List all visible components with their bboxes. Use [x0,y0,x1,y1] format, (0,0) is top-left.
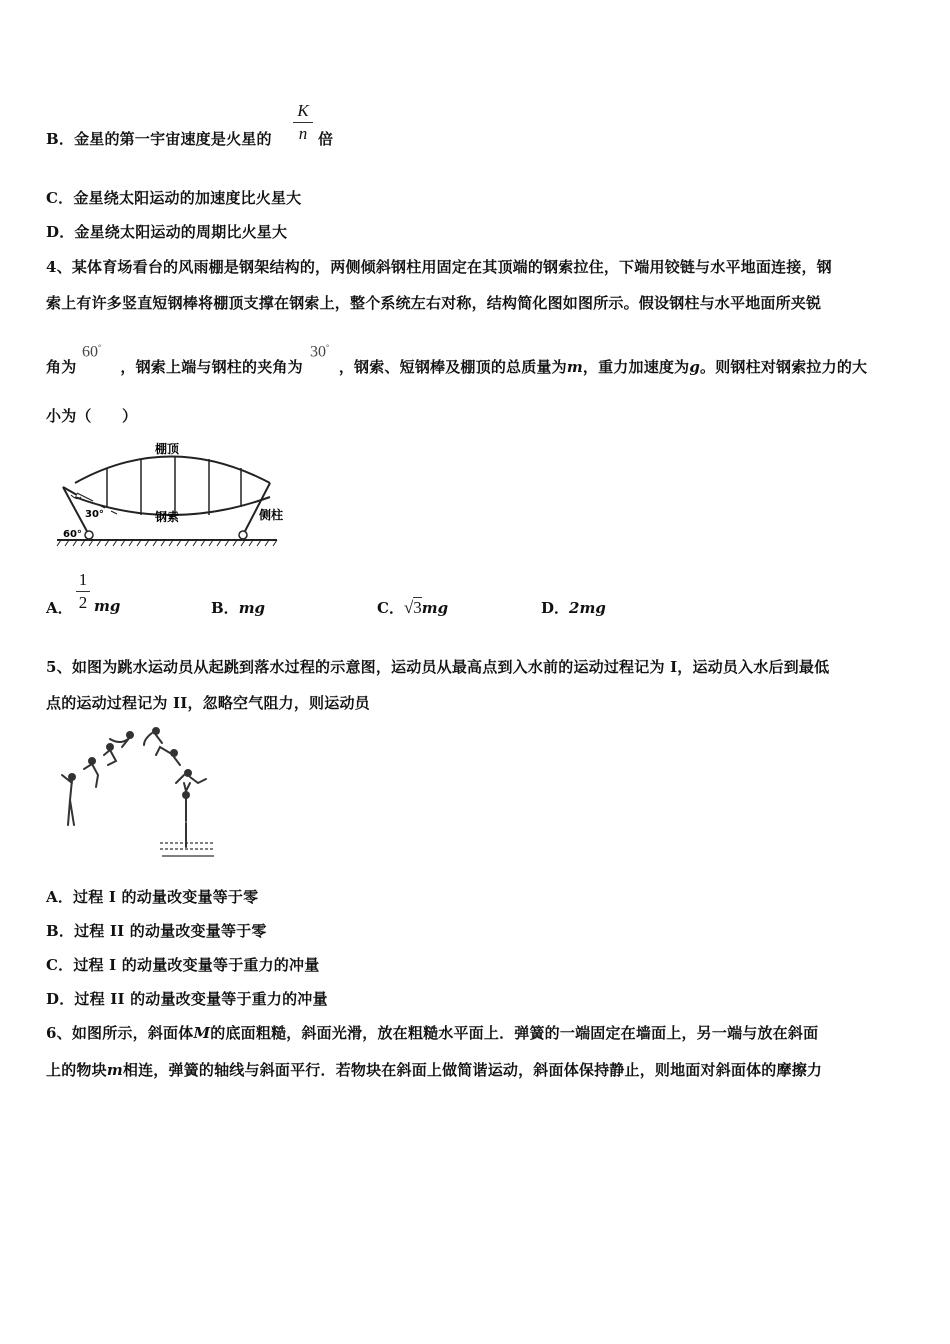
q6-stem-line-1: 6、如图所示，斜面体M的底面粗糙，斜面光滑，放在粗糙水平面上．弹簧的一端固定在墙面上，另一端与放在斜面 [46,1024,819,1042]
label-angle-30: 30° [85,509,104,520]
label-column: 侧柱 [259,508,284,522]
q5-option-d[interactable]: D．过程 II 的动量改变量等于重力的冲量 [46,990,328,1008]
left-hinge-icon [85,531,93,539]
q5-option-a[interactable]: A．过程 I 的动量改变量等于零 [46,888,259,906]
label-roof: 棚顶 [155,442,180,456]
q4-angle-30: 30° [310,343,330,361]
q5-diver-figure [48,725,218,865]
q5-option-c[interactable]: C．过程 I 的动量改变量等于重力的冲量 [46,956,320,974]
q4-stem-line-3: 角为 ，钢索上端与钢柱的夹角为 ，钢索、短钢棒及棚顶的总质量为m，重力加速度为g。则钢柱对钢索拉力的大 [46,358,868,376]
label-cable: 钢索 [155,510,180,524]
q3-option-b-fraction: K n [293,101,313,144]
q4-stem-line-2: 索上有许多竖直短钢棒将棚顶支撑在钢索上，整个系统左右对称，结构简化图如图所示。假设钢柱与水平地面所夹锐 [46,294,822,312]
q4-option-a-fraction: 1 2 [76,570,90,613]
q4-option-d[interactable]: D．2mg [541,599,606,617]
q3-option-b: B．金星的第一宇宙速度是火星的 [46,130,272,148]
q4-option-b[interactable]: B．mg [211,599,266,617]
q3-option-c: C．金星绕太阳运动的加速度比火星大 [46,189,302,207]
q5-stem-line-2: 点的运动过程记为 II，忽略空气阻力，则运动员 [46,694,370,712]
q4-stem-line-1: 4、某体育场看台的风雨棚是钢架结构的，两侧倾斜钢柱用固定在其顶端的钢索拉住，下端用铰链与水平地面连接，钢 [46,258,832,276]
q4-angle-60: 60° [82,343,102,361]
q5-stem-line-1: 5、如图为跳水运动员从起跳到落水过程的示意图，运动员从最高点到入水前的运动过程记为 I，运动员入水后到最低 [46,658,830,676]
q4-option-a-unit: mg [94,597,121,615]
q5-option-b[interactable]: B．过程 II 的动量改变量等于零 [46,922,267,940]
q6-stem-line-2: 上的物块m相连，弹簧的轴线与斜面平行．若物块在斜面上做简谐运动，斜面体保持静止，则地面对斜面体的摩擦力 [46,1061,823,1079]
label-angle-60: 60° [63,529,82,540]
q3-option-b-suffix: 倍 [318,130,334,148]
q4-stem-line-4: 小为（ ） [46,407,138,425]
q4-option-a[interactable]: A． [46,599,73,617]
right-hinge-icon [239,531,247,539]
q4-canopy-figure [55,435,295,553]
q4-option-c[interactable]: C．√3mg [377,598,449,617]
q3-option-d: D．金星绕太阳运动的周期比火星大 [46,223,288,241]
